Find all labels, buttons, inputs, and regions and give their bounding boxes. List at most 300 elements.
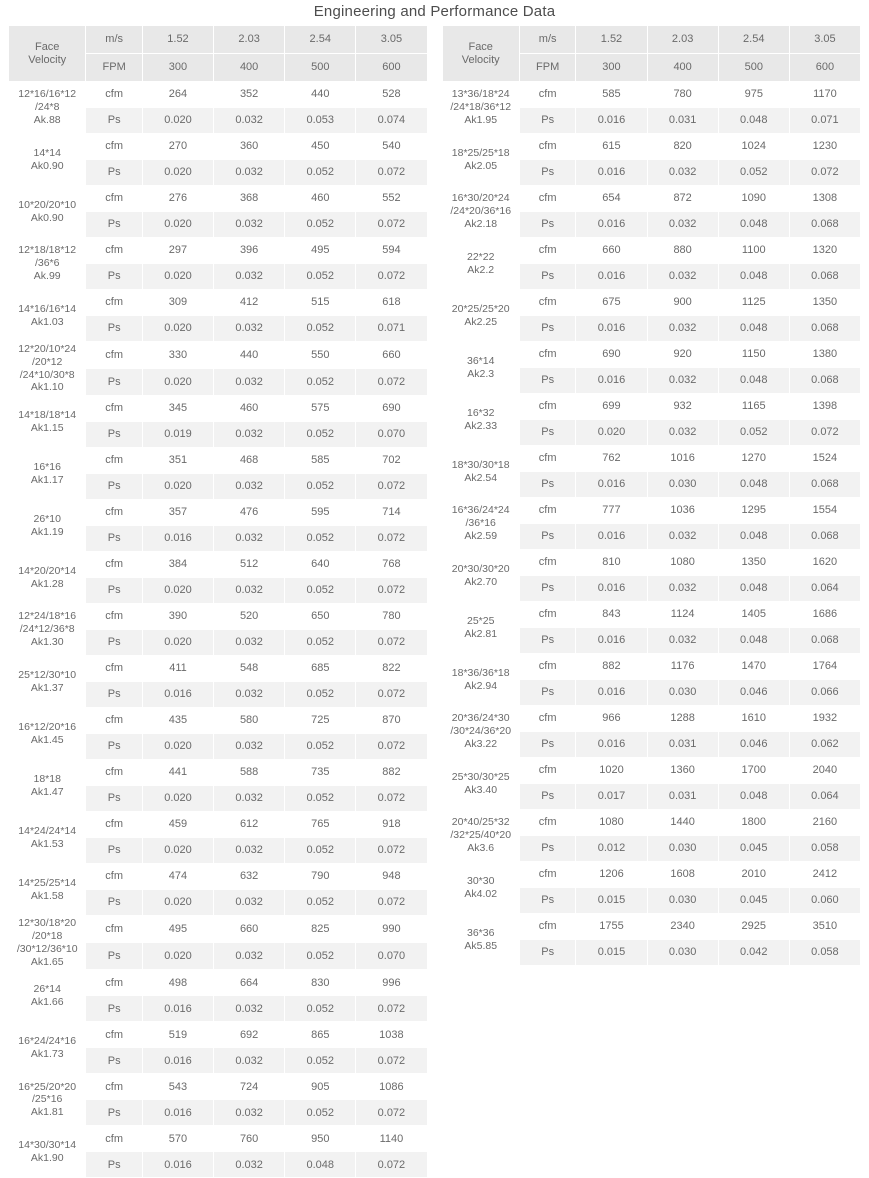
ps-value-cell: 0.072 xyxy=(356,1048,427,1074)
ps-value-cell: 0.064 xyxy=(789,784,860,810)
cfm-value-cell: 768 xyxy=(356,552,427,578)
cfm-value-cell: 588 xyxy=(214,760,285,786)
ps-value-cell: 0.016 xyxy=(576,628,647,654)
size-label: 22*22 Ak2.2 xyxy=(442,238,519,290)
ps-value-cell: 0.052 xyxy=(285,369,356,396)
ps-value-cell: 0.048 xyxy=(718,524,789,550)
size-label: 18*18 Ak1.47 xyxy=(9,760,86,812)
size-label: 16*25/20*20 /25*16 Ak1.81 xyxy=(9,1074,86,1126)
cfm-value-cell: 460 xyxy=(214,396,285,422)
cfm-value-cell: 1165 xyxy=(718,394,789,420)
cfm-unit-cell: cfm xyxy=(519,290,575,316)
cfm-value-cell: 966 xyxy=(576,706,647,732)
table-row xyxy=(9,604,428,630)
ps-value-cell: 0.020 xyxy=(142,212,213,238)
ps-value-cell: 0.016 xyxy=(576,316,647,342)
cfm-value-cell: 690 xyxy=(356,396,427,422)
ps-unit-cell: Ps xyxy=(519,472,575,498)
size-label: 20*40/25*32 /32*25/40*20 Ak3.6 xyxy=(442,810,519,862)
table-row xyxy=(9,970,428,996)
cfm-value-cell: 1020 xyxy=(576,758,647,784)
cfm-value-cell: 585 xyxy=(285,448,356,474)
ps-value-cell: 0.048 xyxy=(718,628,789,654)
face-velocity-header: Face Velocity xyxy=(9,26,86,82)
cfm-value-cell: 1016 xyxy=(647,446,718,472)
ps-unit-cell: Ps xyxy=(86,474,142,500)
cfm-unit-cell: cfm xyxy=(86,708,142,734)
cfm-value-cell: 515 xyxy=(285,290,356,316)
cfm-value-cell: 450 xyxy=(285,134,356,160)
cfm-value-cell: 1150 xyxy=(718,342,789,368)
cfm-value-cell: 1295 xyxy=(718,498,789,524)
size-label: 20*25/25*20 Ak2.25 xyxy=(442,290,519,342)
ps-value-cell: 0.072 xyxy=(356,630,427,656)
ps-unit-cell: Ps xyxy=(519,732,575,758)
ps-value-cell: 0.016 xyxy=(576,472,647,498)
cfm-unit-cell: cfm xyxy=(86,1022,142,1048)
ps-unit-cell: Ps xyxy=(86,264,142,290)
ms-value-header-4: 3.05 xyxy=(356,26,427,54)
ps-value-cell: 0.020 xyxy=(576,420,647,446)
table-row xyxy=(442,186,861,212)
cfm-unit-cell: cfm xyxy=(86,1074,142,1100)
ps-unit-cell: Ps xyxy=(519,940,575,966)
table-row xyxy=(442,550,861,576)
cfm-value-cell: 580 xyxy=(214,708,285,734)
ps-value-cell: 0.072 xyxy=(356,474,427,500)
cfm-value-cell: 276 xyxy=(142,186,213,212)
cfm-value-cell: 702 xyxy=(356,448,427,474)
table-row xyxy=(442,758,861,784)
ps-value-cell: 0.052 xyxy=(285,526,356,552)
ps-value-cell: 0.068 xyxy=(789,212,860,238)
cfm-value-cell: 368 xyxy=(214,186,285,212)
right-table-wrapper xyxy=(442,25,862,1178)
ps-unit-cell: Ps xyxy=(86,160,142,186)
ps-value-cell: 0.032 xyxy=(214,474,285,500)
cfm-unit-cell: cfm xyxy=(519,758,575,784)
ps-unit-cell: Ps xyxy=(519,420,575,446)
cfm-unit-cell: cfm xyxy=(519,602,575,628)
table-row xyxy=(9,238,428,264)
cfm-value-cell: 920 xyxy=(647,342,718,368)
table-row xyxy=(442,290,861,316)
cfm-value-cell: 1176 xyxy=(647,654,718,680)
cfm-value-cell: 441 xyxy=(142,760,213,786)
table-row xyxy=(9,396,428,422)
ps-value-cell: 0.032 xyxy=(647,420,718,446)
ps-value-cell: 0.074 xyxy=(356,108,427,134)
ps-value-cell: 0.072 xyxy=(356,526,427,552)
cfm-value-cell: 1125 xyxy=(718,290,789,316)
ps-value-cell: 0.052 xyxy=(718,160,789,186)
ps-unit-cell: Ps xyxy=(519,888,575,914)
ps-value-cell: 0.032 xyxy=(214,943,285,970)
cfm-value-cell: 1350 xyxy=(789,290,860,316)
cfm-value-cell: 1080 xyxy=(647,550,718,576)
ps-value-cell: 0.071 xyxy=(356,316,427,342)
size-label: 12*24/18*16 /24*12/36*8 Ak1.30 xyxy=(9,604,86,656)
cfm-value-cell: 390 xyxy=(142,604,213,630)
ps-value-cell: 0.052 xyxy=(285,578,356,604)
fpm-value-header-1: 300 xyxy=(576,54,647,82)
cfm-unit-cell: cfm xyxy=(519,810,575,836)
cfm-value-cell: 905 xyxy=(285,1074,356,1100)
ps-unit-cell: Ps xyxy=(519,212,575,238)
cfm-value-cell: 996 xyxy=(356,970,427,996)
cfm-value-cell: 932 xyxy=(647,394,718,420)
ps-value-cell: 0.071 xyxy=(789,108,860,134)
cfm-value-cell: 882 xyxy=(356,760,427,786)
cfm-value-cell: 297 xyxy=(142,238,213,264)
ps-value-cell: 0.032 xyxy=(214,369,285,396)
cfm-value-cell: 357 xyxy=(142,500,213,526)
cfm-unit-cell: cfm xyxy=(86,552,142,578)
size-label: 12*20/10*24 /20*12 /24*10/30*8 Ak1.10 xyxy=(9,342,86,396)
cfm-unit-cell: cfm xyxy=(519,654,575,680)
cfm-value-cell: 1038 xyxy=(356,1022,427,1048)
size-label: 20*36/24*30 /30*24/36*20 Ak3.22 xyxy=(442,706,519,758)
cfm-value-cell: 900 xyxy=(647,290,718,316)
cfm-value-cell: 650 xyxy=(285,604,356,630)
ps-value-cell: 0.052 xyxy=(285,734,356,760)
cfm-value-cell: 351 xyxy=(142,448,213,474)
size-label: 16*36/24*24 /36*16 Ak2.59 xyxy=(442,498,519,550)
table-row xyxy=(442,862,861,888)
ps-value-cell: 0.020 xyxy=(142,264,213,290)
ps-value-cell: 0.032 xyxy=(214,1100,285,1126)
ps-unit-cell: Ps xyxy=(86,734,142,760)
cfm-value-cell: 264 xyxy=(142,82,213,108)
table-row xyxy=(9,916,428,943)
ps-value-cell: 0.017 xyxy=(576,784,647,810)
size-label: 36*36 Ak5.85 xyxy=(442,914,519,966)
cfm-value-cell: 843 xyxy=(576,602,647,628)
cfm-value-cell: 528 xyxy=(356,82,427,108)
ms-value-header-4: 3.05 xyxy=(789,26,860,54)
cfm-value-cell: 865 xyxy=(285,1022,356,1048)
ps-value-cell: 0.048 xyxy=(718,316,789,342)
size-label: 14*18/18*14 Ak1.15 xyxy=(9,396,86,448)
table-row xyxy=(9,812,428,838)
ps-value-cell: 0.016 xyxy=(576,212,647,238)
cfm-value-cell: 660 xyxy=(214,916,285,943)
cfm-unit-cell: cfm xyxy=(519,550,575,576)
ps-value-cell: 0.072 xyxy=(356,578,427,604)
ps-value-cell: 0.072 xyxy=(356,734,427,760)
face-velocity-header: Face Velocity xyxy=(442,26,519,82)
size-label: 16*12/20*16 Ak1.45 xyxy=(9,708,86,760)
ps-unit-cell: Ps xyxy=(519,264,575,290)
cfm-value-cell: 1932 xyxy=(789,706,860,732)
ps-value-cell: 0.031 xyxy=(647,784,718,810)
cfm-unit-cell: cfm xyxy=(86,656,142,682)
ps-unit-cell: Ps xyxy=(519,524,575,550)
ps-value-cell: 0.020 xyxy=(142,838,213,864)
ps-value-cell: 0.052 xyxy=(285,474,356,500)
ps-unit-cell: Ps xyxy=(86,316,142,342)
ps-value-cell: 0.032 xyxy=(214,1152,285,1178)
cfm-value-cell: 1554 xyxy=(789,498,860,524)
ps-value-cell: 0.046 xyxy=(718,732,789,758)
ps-unit-cell: Ps xyxy=(519,784,575,810)
ps-value-cell: 0.032 xyxy=(647,264,718,290)
cfm-value-cell: 690 xyxy=(576,342,647,368)
ps-unit-cell: Ps xyxy=(86,838,142,864)
ps-value-cell: 0.016 xyxy=(576,264,647,290)
size-label: 10*20/20*10 Ak0.90 xyxy=(9,186,86,238)
table-header-row-ms xyxy=(442,26,861,54)
cfm-value-cell: 950 xyxy=(285,1126,356,1152)
cfm-value-cell: 468 xyxy=(214,448,285,474)
cfm-value-cell: 1170 xyxy=(789,82,860,108)
cfm-value-cell: 820 xyxy=(647,134,718,160)
left-performance-table xyxy=(8,25,428,1178)
ps-value-cell: 0.032 xyxy=(647,316,718,342)
cfm-unit-cell: cfm xyxy=(86,916,142,943)
ps-value-cell: 0.052 xyxy=(285,786,356,812)
cfm-value-cell: 330 xyxy=(142,342,213,369)
size-label: 25*30/30*25 Ak3.40 xyxy=(442,758,519,810)
ps-value-cell: 0.032 xyxy=(214,422,285,448)
cfm-value-cell: 570 xyxy=(142,1126,213,1152)
ps-value-cell: 0.020 xyxy=(142,734,213,760)
ps-value-cell: 0.072 xyxy=(356,1100,427,1126)
cfm-unit-cell: cfm xyxy=(86,760,142,786)
size-label: 16*24/24*16 Ak1.73 xyxy=(9,1022,86,1074)
fpm-unit-header: FPM xyxy=(519,54,575,82)
cfm-value-cell: 765 xyxy=(285,812,356,838)
cfm-value-cell: 2040 xyxy=(789,758,860,784)
size-label: 30*30 Ak4.02 xyxy=(442,862,519,914)
cfm-unit-cell: cfm xyxy=(519,446,575,472)
cfm-unit-cell: cfm xyxy=(519,706,575,732)
ps-value-cell: 0.016 xyxy=(142,996,213,1022)
ps-value-cell: 0.066 xyxy=(789,680,860,706)
table-row xyxy=(442,498,861,524)
cfm-value-cell: 724 xyxy=(214,1074,285,1100)
ps-value-cell: 0.048 xyxy=(718,472,789,498)
table-row xyxy=(442,82,861,108)
ps-value-cell: 0.016 xyxy=(576,160,647,186)
ps-value-cell: 0.058 xyxy=(789,836,860,862)
cfm-value-cell: 1308 xyxy=(789,186,860,212)
ps-value-cell: 0.032 xyxy=(214,734,285,760)
table-row xyxy=(442,238,861,264)
ps-unit-cell: Ps xyxy=(519,316,575,342)
cfm-value-cell: 440 xyxy=(285,82,356,108)
fpm-unit-header: FPM xyxy=(86,54,142,82)
size-label: 18*36/36*18 Ak2.94 xyxy=(442,654,519,706)
ms-value-header-3: 2.54 xyxy=(718,26,789,54)
cfm-value-cell: 352 xyxy=(214,82,285,108)
ps-value-cell: 0.048 xyxy=(718,212,789,238)
ps-unit-cell: Ps xyxy=(86,1152,142,1178)
cfm-value-cell: 780 xyxy=(647,82,718,108)
ps-unit-cell: Ps xyxy=(519,680,575,706)
cfm-value-cell: 735 xyxy=(285,760,356,786)
ps-value-cell: 0.045 xyxy=(718,888,789,914)
ps-value-cell: 0.058 xyxy=(789,940,860,966)
table-row xyxy=(9,290,428,316)
ms-value-header-2: 2.03 xyxy=(214,26,285,54)
ps-value-cell: 0.032 xyxy=(214,682,285,708)
cfm-unit-cell: cfm xyxy=(519,186,575,212)
ps-unit-cell: Ps xyxy=(86,630,142,656)
ps-value-cell: 0.072 xyxy=(356,786,427,812)
cfm-value-cell: 360 xyxy=(214,134,285,160)
cfm-unit-cell: cfm xyxy=(86,448,142,474)
table-row xyxy=(9,82,428,108)
ps-unit-cell: Ps xyxy=(86,682,142,708)
cfm-value-cell: 519 xyxy=(142,1022,213,1048)
size-label: 12*18/18*12 /36*6 Ak.99 xyxy=(9,238,86,290)
cfm-value-cell: 685 xyxy=(285,656,356,682)
ps-value-cell: 0.020 xyxy=(142,630,213,656)
ps-value-cell: 0.052 xyxy=(285,943,356,970)
ps-value-cell: 0.031 xyxy=(647,108,718,134)
table-row xyxy=(9,134,428,160)
ms-unit-header: m/s xyxy=(519,26,575,54)
ps-value-cell: 0.046 xyxy=(718,680,789,706)
cfm-value-cell: 595 xyxy=(285,500,356,526)
cfm-value-cell: 384 xyxy=(142,552,213,578)
ps-value-cell: 0.052 xyxy=(285,838,356,864)
ps-value-cell: 0.052 xyxy=(285,682,356,708)
ps-value-cell: 0.052 xyxy=(285,630,356,656)
size-label: 20*30/30*20 Ak2.70 xyxy=(442,550,519,602)
ps-value-cell: 0.048 xyxy=(718,368,789,394)
size-label: 12*16/16*12 /24*8 Ak.88 xyxy=(9,82,86,134)
cfm-value-cell: 540 xyxy=(356,134,427,160)
cfm-value-cell: 412 xyxy=(214,290,285,316)
size-label: 14*24/24*14 Ak1.53 xyxy=(9,812,86,864)
table-row xyxy=(9,1126,428,1152)
ps-value-cell: 0.070 xyxy=(356,943,427,970)
ps-unit-cell: Ps xyxy=(519,108,575,134)
cfm-unit-cell: cfm xyxy=(86,970,142,996)
ps-value-cell: 0.072 xyxy=(356,264,427,290)
cfm-value-cell: 1100 xyxy=(718,238,789,264)
ps-value-cell: 0.042 xyxy=(718,940,789,966)
cfm-value-cell: 495 xyxy=(142,916,213,943)
ps-value-cell: 0.064 xyxy=(789,576,860,602)
cfm-value-cell: 830 xyxy=(285,970,356,996)
ps-value-cell: 0.072 xyxy=(356,890,427,916)
cfm-value-cell: 725 xyxy=(285,708,356,734)
fpm-value-header-3: 500 xyxy=(718,54,789,82)
cfm-value-cell: 476 xyxy=(214,500,285,526)
cfm-value-cell: 1620 xyxy=(789,550,860,576)
table-header-row-ms xyxy=(9,26,428,54)
cfm-value-cell: 1440 xyxy=(647,810,718,836)
cfm-value-cell: 660 xyxy=(576,238,647,264)
cfm-unit-cell: cfm xyxy=(86,342,142,369)
size-label: 14*20/20*14 Ak1.28 xyxy=(9,552,86,604)
ps-value-cell: 0.032 xyxy=(214,108,285,134)
ps-value-cell: 0.030 xyxy=(647,680,718,706)
cfm-value-cell: 1320 xyxy=(789,238,860,264)
cfm-value-cell: 1398 xyxy=(789,394,860,420)
cfm-value-cell: 1405 xyxy=(718,602,789,628)
cfm-value-cell: 459 xyxy=(142,812,213,838)
ps-unit-cell: Ps xyxy=(519,628,575,654)
ms-value-header-2: 2.03 xyxy=(647,26,718,54)
ps-value-cell: 0.020 xyxy=(142,786,213,812)
fpm-value-header-2: 400 xyxy=(647,54,718,82)
cfm-unit-cell: cfm xyxy=(519,82,575,108)
ps-value-cell: 0.052 xyxy=(718,420,789,446)
ps-value-cell: 0.072 xyxy=(356,369,427,396)
ps-value-cell: 0.048 xyxy=(718,576,789,602)
table-row xyxy=(442,602,861,628)
ps-value-cell: 0.032 xyxy=(214,838,285,864)
ps-value-cell: 0.072 xyxy=(356,212,427,238)
ps-value-cell: 0.015 xyxy=(576,940,647,966)
ps-unit-cell: Ps xyxy=(86,212,142,238)
table-row xyxy=(9,708,428,734)
cfm-value-cell: 1686 xyxy=(789,602,860,628)
cfm-value-cell: 615 xyxy=(576,134,647,160)
ps-value-cell: 0.032 xyxy=(647,368,718,394)
table-row xyxy=(442,342,861,368)
ps-value-cell: 0.016 xyxy=(576,732,647,758)
cfm-unit-cell: cfm xyxy=(86,238,142,264)
cfm-value-cell: 575 xyxy=(285,396,356,422)
ps-value-cell: 0.068 xyxy=(789,264,860,290)
cfm-value-cell: 822 xyxy=(356,656,427,682)
size-label: 13*36/18*24 /24*18/36*12 Ak1.95 xyxy=(442,82,519,134)
cfm-value-cell: 396 xyxy=(214,238,285,264)
cfm-value-cell: 1288 xyxy=(647,706,718,732)
ms-value-header-1: 1.52 xyxy=(576,26,647,54)
ps-value-cell: 0.072 xyxy=(356,996,427,1022)
cfm-value-cell: 270 xyxy=(142,134,213,160)
ms-value-header-3: 2.54 xyxy=(285,26,356,54)
size-label: 18*30/30*18 Ak2.54 xyxy=(442,446,519,498)
cfm-unit-cell: cfm xyxy=(86,396,142,422)
ps-value-cell: 0.048 xyxy=(718,108,789,134)
table-row xyxy=(9,864,428,890)
cfm-value-cell: 777 xyxy=(576,498,647,524)
ps-value-cell: 0.032 xyxy=(647,524,718,550)
ps-value-cell: 0.016 xyxy=(576,108,647,134)
cfm-value-cell: 1380 xyxy=(789,342,860,368)
table-row xyxy=(9,342,428,369)
ps-unit-cell: Ps xyxy=(519,368,575,394)
ps-value-cell: 0.070 xyxy=(356,422,427,448)
ps-value-cell: 0.072 xyxy=(356,838,427,864)
cfm-unit-cell: cfm xyxy=(86,186,142,212)
cfm-value-cell: 498 xyxy=(142,970,213,996)
cfm-value-cell: 790 xyxy=(285,864,356,890)
cfm-value-cell: 3510 xyxy=(789,914,860,940)
ps-value-cell: 0.032 xyxy=(214,1048,285,1074)
ps-value-cell: 0.032 xyxy=(214,526,285,552)
ps-value-cell: 0.032 xyxy=(214,316,285,342)
cfm-value-cell: 440 xyxy=(214,342,285,369)
cfm-value-cell: 825 xyxy=(285,916,356,943)
table-row xyxy=(9,186,428,212)
cfm-unit-cell: cfm xyxy=(86,604,142,630)
cfm-unit-cell: cfm xyxy=(519,914,575,940)
cfm-value-cell: 664 xyxy=(214,970,285,996)
ps-value-cell: 0.068 xyxy=(789,368,860,394)
cfm-value-cell: 1610 xyxy=(718,706,789,732)
ps-unit-cell: Ps xyxy=(86,1048,142,1074)
cfm-value-cell: 618 xyxy=(356,290,427,316)
ps-value-cell: 0.032 xyxy=(214,996,285,1022)
